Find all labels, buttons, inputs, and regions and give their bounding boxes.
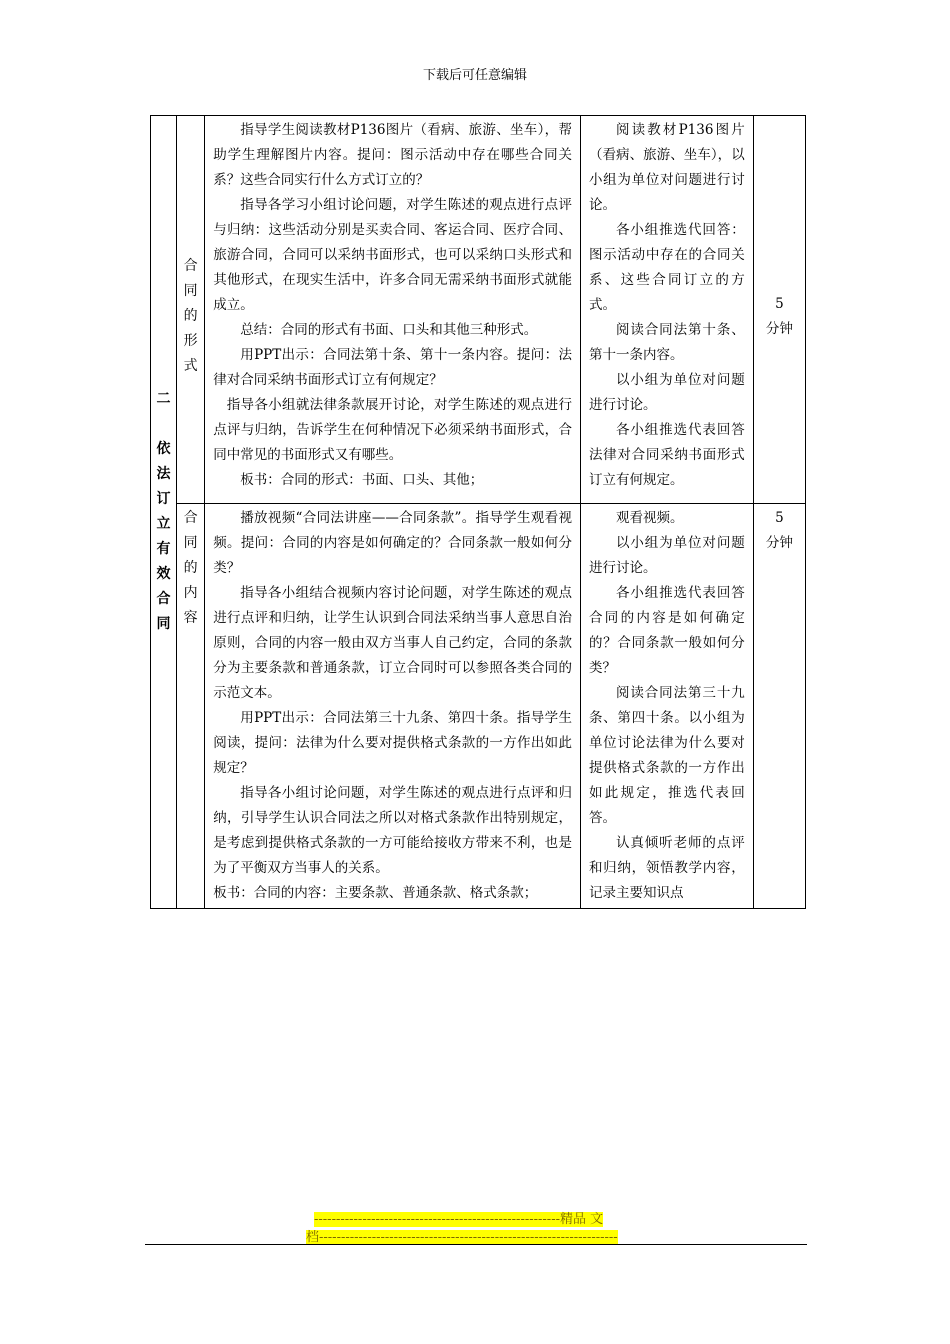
student-paragraph: 以小组为单位对问题进行讨论。 [588,372,745,413]
section-title: 依 法 订 立 有 效 合 同 [156,441,171,632]
student-paragraph: 观看视频。 [615,510,684,526]
teacher-paragraph: 指导学生阅读教材P136图片（看病、旅游、坐车），帮助学生理解图片内容。提问：图示活动中存在哪些合同关系？这些合同实行什么方式订立的？ [213,122,572,188]
footer-line-2: 档-------------------------------------------------------------------- [306,1230,618,1245]
student-paragraph: 阅读教材P136图片（看病、旅游、坐车），以小组为单位对问题进行讨论。 [588,122,745,213]
student-paragraph: 认真倾听老师的点评和归纳，领悟教学内容，记录主要知识点 [588,835,745,901]
student-activity-cell [580,504,753,909]
teacher-paragraph: 指导各小组结合视频内容讨论问题，对学生陈述的观点进行点评和归纳，让学生认识到合同法采纳当事人意思自治原则，合同的内容一般由双方当事人自己约定，合同的条款分为主要条款和普通条款，订立合同时可以参照各类合同的示范文本。 [213,585,572,701]
time-value: 5 [775,510,784,526]
student-paragraph: 阅读合同法第十条、第十一条内容。 [588,322,745,363]
section-cell [151,116,177,909]
teacher-paragraph: 用PPT出示：合同法第三十九条、第四十条。指导学生阅读，提问：法律为什么要对提供格式条款的一方作出如此规定？ [213,710,572,776]
teacher-activity-cell [205,504,581,909]
time-value: 5 [775,296,784,312]
student-paragraph: 各小组推选代回答：图示活动中存在的合同关系、这些合同订立的方式。 [588,222,745,313]
student-paragraph: 各小组推选代表回答合同的内容是如何确定的？合同条款一般如何分类？ [588,585,745,676]
topic-cell-form [177,116,205,504]
teacher-paragraph: 板书：合同的内容：主要条款、普通条款、格式条款； [213,885,538,901]
footer-note [306,1211,650,1247]
topic-cell-content [177,504,205,909]
teacher-paragraph: 指导各小组讨论问题，对学生陈述的观点进行点评和归纳，引导学生认识合同法之所以对格式条款作出特别规定，是考虑到提供格式条款的一方可能给接收方带来不利，也是为了平衡双方当事人的关系。 [213,785,572,876]
time-unit: 分钟 [765,535,793,551]
teacher-paragraph: 播放视频“合同法讲座——合同条款”。指导学生观看视频。提问：合同的内容是如何确定的？合同条款一般如何分类？ [213,510,572,576]
time-cell [753,504,805,909]
teacher-paragraph: 指导各小组就法律条款展开讨论，对学生陈述的观点进行点评与归纳，告诉学生在何种情况下必须采纳书面形式，合同中常见的书面形式又有哪些。 [213,397,572,463]
teacher-activity-cell [205,116,581,504]
student-paragraph: 各小组推选代表回答法律对合同采纳书面形式订立有何规定。 [588,422,745,488]
page-header: 下载后可任意编辑 [422,68,527,83]
topic-label: 合 同 的 内 容 [183,510,198,626]
teacher-paragraph: 板书：合同的形式：书面、口头、其他； [240,472,484,488]
teacher-paragraph: 总结：合同的形式有书面、口头和其他三种形式。 [240,322,538,338]
lesson-plan-table [150,115,806,909]
table-row [151,116,806,504]
footer-line-1: --------------------------------------------------------精品 文 [314,1212,604,1227]
time-cell [753,116,805,504]
student-paragraph: 以小组为单位对问题进行讨论。 [588,535,745,576]
student-activity-cell [580,116,753,504]
section-label: 二 [156,391,171,407]
teacher-paragraph: 用PPT出示：合同法第十条、第十一条内容。提问：法律对合同采纳书面形式订立有何规定？ [213,347,572,388]
table-row [151,504,806,909]
time-unit: 分钟 [765,321,793,337]
topic-label: 合 同 的 形 式 [183,258,198,374]
student-paragraph: 阅读合同法第三十九条、第四十条。以小组为单位讨论法律为什么要对提供格式条款的一方作出如此规定，推选代表回答。 [588,685,745,826]
teacher-paragraph: 指导各学习小组讨论问题，对学生陈述的观点进行点评与归纳：这些活动分别是买卖合同、客运合同、医疗合同、旅游合同，合同可以采纳书面形式，也可以采纳口头形式和其他形式，在现实生活中，许多合同无需采纳书面形式就能成立。 [213,197,572,313]
footer-divider [145,1244,807,1245]
